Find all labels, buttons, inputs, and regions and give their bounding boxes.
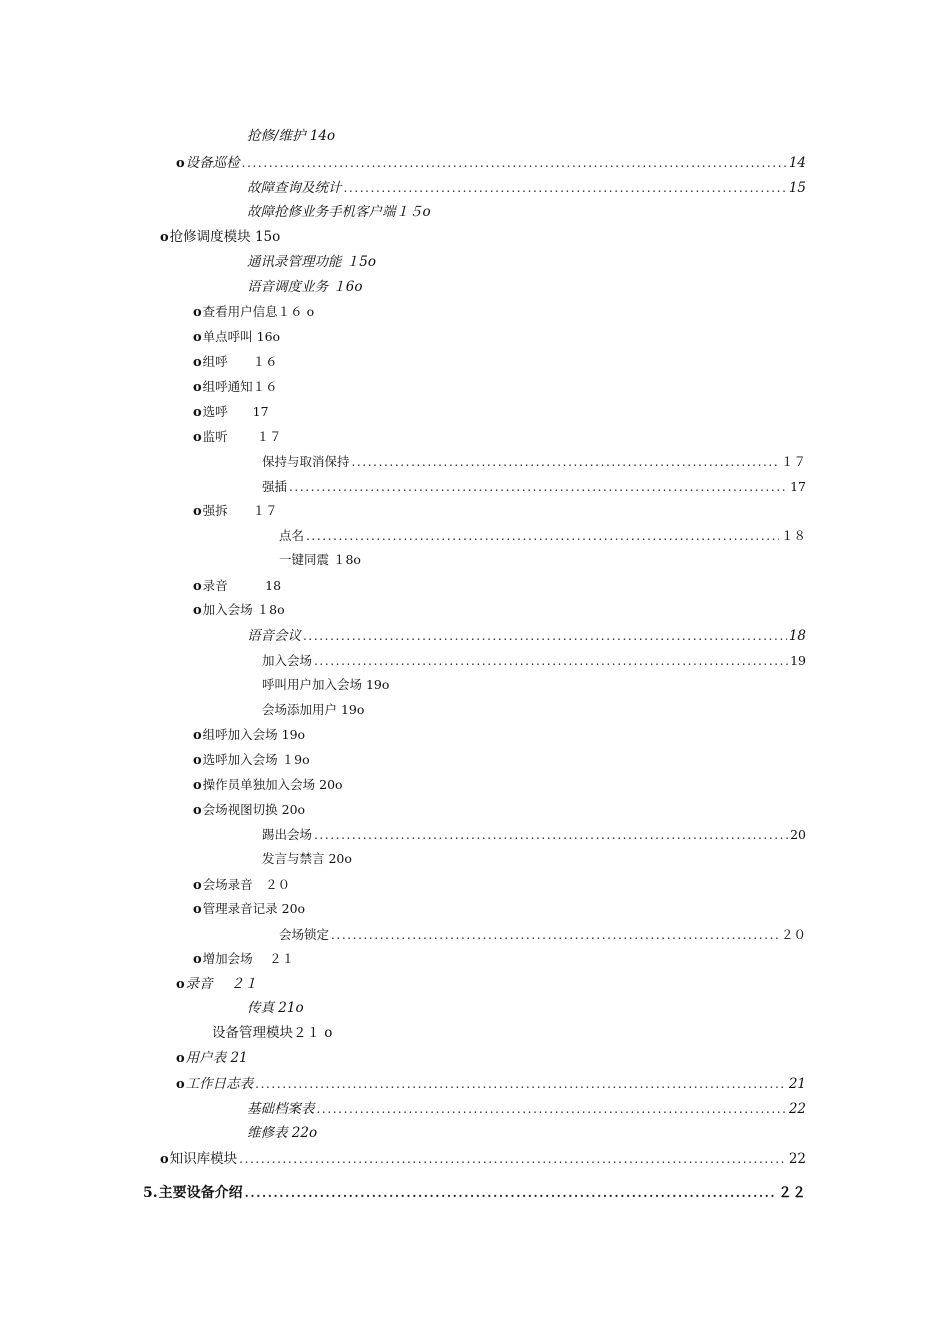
toc-entry-title: 选呼加入会场 １9o [202,752,310,767]
toc-page-number: １８ [780,528,806,543]
toc-entry-title: 传真 21o [247,1000,304,1016]
toc-entry[interactable] [247,126,335,146]
toc-entry-title: 会场视图切换 20o [202,802,306,817]
toc-page-number: 15 [788,180,806,196]
bullet-marker: o [160,230,169,245]
toc-page-number: 17 [790,479,806,494]
toc-entry-title: 组呼加入会场 19o [202,727,306,742]
toc-entry[interactable] [262,476,806,496]
bullet-marker: o [193,330,202,345]
dot-leader [352,451,779,471]
toc-entry[interactable] [247,277,363,297]
bullet-marker: o [193,380,202,395]
toc-entry[interactable] [262,451,806,471]
toc-entry-title: 单点呼叫 16o [202,329,281,344]
bullet-marker: o [193,952,202,967]
bullet-marker: o [193,305,202,320]
toc-page-number: 21 [788,1076,806,1092]
bullet-marker: o [193,728,202,743]
dot-leader [242,152,787,172]
toc-entry[interactable] [247,625,806,645]
toc-page-number: 18 [788,628,806,644]
toc-entry-title: 语音调度业务 １6o [247,279,363,295]
toc-entry-title: 监听 １７ [202,429,282,444]
toc-entry-title: 录音 18 [202,578,282,593]
toc-entry[interactable] [193,501,278,521]
dot-leader [289,476,788,496]
toc-entry-title: 工作日志表 [185,1076,254,1092]
toc-entry[interactable] [247,1123,317,1143]
toc-entry-title: 增加会场 ２１ [202,951,295,966]
bullet-marker: o [176,156,185,171]
toc-entry-title: 组呼 １６ [202,354,278,369]
toc-entry[interactable] [247,177,806,197]
toc-entry[interactable] [160,1148,806,1168]
toc-entry-title: 点名 [279,528,305,543]
toc-entry[interactable] [193,725,305,745]
toc-entry-title: 加入会场 １8o [202,602,285,617]
toc-entry[interactable] [176,1048,248,1068]
toc-page-number: ２２ [778,1185,806,1201]
toc-entry[interactable] [176,974,257,994]
toc-entry-title: 维修表 22o [247,1125,318,1141]
toc-entry[interactable] [193,750,310,770]
toc-entry-title: 发言与禁言 20o [262,851,352,866]
bullet-marker: o [193,430,202,445]
toc-entry[interactable] [160,227,280,247]
toc-entry[interactable] [193,576,281,596]
toc-entry[interactable] [193,327,280,347]
bullet-marker: o [193,355,202,370]
toc-entry-title: 管理录音记录 20o [202,901,306,916]
toc-entry[interactable] [279,525,806,545]
dot-leader [239,1148,787,1168]
toc-entry[interactable] [279,924,806,944]
toc-entry-title: 会场录音 ２０ [202,877,291,892]
dot-leader [331,924,779,944]
dot-leader [255,1073,787,1093]
toc-entry-title: 抢修/维护 14o [247,128,336,144]
toc-page-number: 22 [788,1101,806,1117]
toc-entry-title: 查看用户信息１６ o [202,304,315,319]
bullet-marker: o [176,1077,185,1092]
toc-entry-title: 组呼通知１６ [202,379,278,394]
toc-entry-title: 加入会场 [262,653,313,668]
toc-entry[interactable] [262,849,352,869]
toc-entry-title: 操作员单独加入会场 20o [202,777,343,792]
toc-entry-title: 会场添加用户 19o [262,702,365,717]
toc-entry-title: 抢修调度模块 15o [169,229,281,245]
toc-entry-title: 故障查询及统计 [247,180,342,196]
dot-leader [303,625,787,645]
toc-entry[interactable] [176,152,806,172]
dot-leader [306,525,779,545]
toc-entry-title: 设备巡检 [185,155,240,171]
toc-entry-title: 选呼 17 [202,404,269,419]
toc-entry-title: 主要设备介绍 [158,1185,243,1201]
bullet-marker: o [176,977,185,992]
toc-entry-title: 知识库模块 [169,1151,238,1167]
toc-entry[interactable] [193,875,290,895]
toc-entry-title: 录音 ２１ [185,976,258,992]
toc-entry-title: 一键同震 １8o [279,552,361,567]
toc-entry[interactable] [262,650,806,670]
bullet-marker: o [193,579,202,594]
toc-entry-title: 保持与取消保持 [262,454,350,469]
toc-entry[interactable] [193,427,282,447]
toc-entry[interactable] [212,1023,332,1043]
toc-entry[interactable] [193,949,294,969]
bullet-marker: o [193,405,202,420]
bullet-marker: o [193,803,202,818]
dot-leader [314,824,788,844]
toc-entry[interactable] [279,550,361,570]
toc-page-number: 19 [790,653,806,668]
toc-page-number: 22 [788,1151,806,1167]
toc-entry[interactable] [247,202,431,222]
bullet-marker: o [193,753,202,768]
toc-chapter-entry[interactable] [143,1182,806,1202]
toc-entry[interactable] [262,824,806,844]
toc-page-number: 14 [788,155,806,171]
dot-leader [317,1098,787,1118]
toc-entry-title: 基础档案表 [247,1101,315,1117]
toc-entry[interactable] [193,377,278,397]
toc-page-number: ２０ [780,927,806,942]
toc-entry[interactable] [193,800,305,820]
toc-page-number: １７ [780,454,806,469]
toc-entry[interactable] [247,1098,806,1118]
toc-entry-title: 语音会议 [247,628,301,644]
toc-entry-title: 呼叫用户加入会场 19o [262,677,390,692]
dot-leader [245,1182,776,1202]
toc-entry[interactable] [193,402,269,422]
dot-leader [314,650,788,670]
bullet-marker: o [160,1152,169,1167]
toc-entry[interactable] [262,700,364,720]
chapter-number: 5. [143,1185,158,1201]
bullet-marker: o [193,603,202,618]
toc-entry-title: 会场锁定 [279,927,330,942]
dot-leader [344,177,787,197]
toc-page-number: 20 [790,827,806,842]
toc-entry-title: 故障抢修业务手机客户端１５o [247,204,431,220]
bullet-marker: o [193,878,202,893]
toc-entry-title: 用户表 21 [185,1050,248,1066]
toc-entry-title: 强拆 １７ [202,503,278,518]
bullet-marker: o [193,778,202,793]
toc-entry[interactable] [193,899,305,919]
toc-entry-title: 踢出会场 [262,827,313,842]
bullet-marker: o [176,1051,185,1066]
toc-entry[interactable] [193,775,343,795]
toc-entry[interactable] [176,1073,806,1093]
toc-entry-title: 设备管理模块２１ o [212,1025,333,1041]
bullet-marker: o [193,902,202,917]
toc-entry[interactable] [193,302,314,322]
toc-entry[interactable] [262,675,389,695]
toc-entry[interactable] [247,998,304,1018]
bullet-marker: o [193,504,202,519]
toc-entry[interactable] [193,600,285,620]
toc-entry-title: 强插 [262,479,288,494]
toc-entry-title: 通讯录管理功能 １5o [247,254,377,270]
toc-entry[interactable] [247,252,376,272]
toc-entry[interactable] [193,352,278,372]
